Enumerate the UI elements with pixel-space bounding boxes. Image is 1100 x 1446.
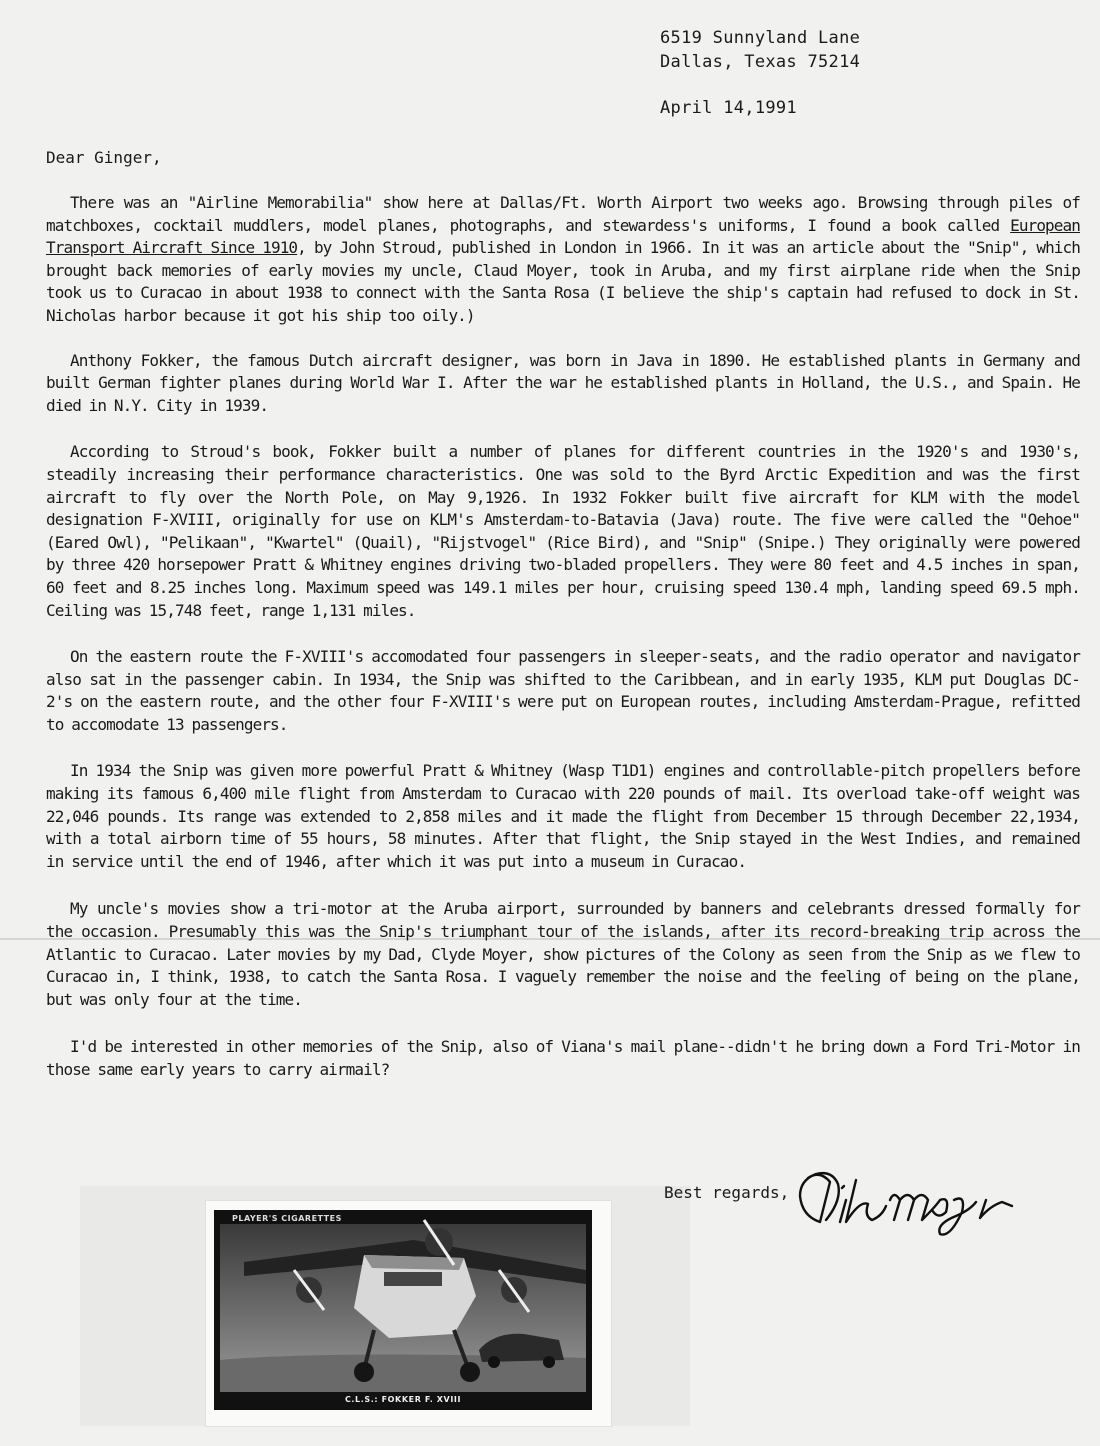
card-header: PLAYER'S CIGARETTES — [232, 1214, 342, 1223]
paragraph-7: I'd be interested in other memories of the Snip, also of Viana's mail plane--didn't he bring down a Ford Tri-Motor in those same early years to carry airmail? — [46, 1037, 1080, 1079]
handwritten-signature — [790, 1160, 1020, 1240]
paragraph-1 — [46, 192, 1080, 328]
salutation: Dear Ginger, — [46, 148, 162, 167]
paragraph-3: According to Stroud's book, Fokker built a number of planes for different countries in the 1920's and 1930's, steadily increasing their performance characteristics. One was sold to the Byrd Arctic Expedition and was the first aircraft to fly over the North Pole, on May 9,1926. In 1932 Fokker built five aircraft for KLM with the model designation F-XVIII, originally for use on KLM's Amsterdam-to-Batavia (Java) route. The five were called the "Oehoe" (Eared Owl), "Pelikaan", "Kwartel" (Quail), "Rijstvogel" (Rice Bird), and "Snip" (Snipe.) They originally were powered by three 420 horsepower Pratt & Whitney engines driving two-bladed propellers. They were 80 feet and 4.5 inches in span, 60 feet and 8.25 inches long. Maximum speed was 149.1 miles per hour, cruising speed 130.4 mph, landing speed 69.5 mph. Ceiling was 15,748 feet, range 1,131 miles. — [46, 442, 1080, 620]
paragraph-1-text-b: , by John Stroud, published in London in 1966. In it was an article about the "Snip", which brought back memories of early movies my uncle, Claud Moyer, took in Aruba, and my first airplane ride when the Snip took us to Curacao in about 1938 to connect with the Santa Rosa (I believe the ship's captain had refused to dock in St. Nicholas harbor because it got his ship too oily.) — [46, 238, 1080, 325]
cigarette-card — [214, 1210, 592, 1410]
book-title: European Transport Aircraft Since 1910 — [46, 215, 1080, 258]
letter-body — [46, 192, 1080, 1107]
fokker-plane-illustration — [214, 1210, 592, 1410]
paragraph-1-text-a: There was an "Airline Memorabilia" show here at Dallas/Ft. Worth Airport two weeks ago. Browsing through piles of matchboxes, cocktail muddlers, model planes, photographs, and stewardess's uniforms, I found a book called — [46, 193, 1080, 235]
paragraph-5: In 1934 the Snip was given more powerful Pratt & Whitney (Wasp T1D1) engines and controllable-pitch propellers before making its famous 6,400 mile flight from Amsterdam to Curacao with 220 pounds of mail. Its overload take-off weight was 22,046 pounds. Its range was extended to 2,858 miles and it made the flight from December 15 through December 22,1934, with a total airborn time of 55 hours, 58 minutes. After that flight, the Snip stayed in the West Indies, and remained in service until the end of 1946, after which it was put into a museum in Curacao. — [46, 761, 1080, 871]
address-line-1: 6519 Sunnyland Lane — [660, 28, 861, 48]
address-line-2: Dallas, Texas 75214 — [660, 52, 861, 72]
letter-date: April 14,1991 — [660, 98, 797, 118]
closing: Best regards, — [664, 1183, 790, 1202]
paragraph-2: Anthony Fokker, the famous Dutch aircraft designer, was born in Java in 1890. He established plants in Germany and built German fighter planes during World War I. After the war he established plants in Holland, the U.S., and Spain. He died in N.Y. City in 1939. — [46, 350, 1080, 415]
paragraph-6: My uncle's movies show a tri-motor at the Aruba airport, surrounded by banners and celebrants dressed formally for the occasion. Presumably this was the Snip's triumphant tour of the islands, after its record-breaking trip across the Atlantic to Curacao. Later movies by my Dad, Clyde Moyer, show pictures of the Colony as seen from the Snip as we flew to Curacao in, I think, 1938, to catch the Santa Rosa. I vaguely remember the noise and the feeling of being on the plane, but was only four at the time. — [46, 899, 1080, 1009]
card-caption: C.L.S.: FOKKER F. XVIII — [344, 1395, 462, 1404]
paragraph-4: On the eastern route the F-XVIII's accomodated four passengers in sleeper-seats, and the radio operator and navigator also sat in the passenger cabin. In 1934, the Snip was shifted to the Caribbean, and in early 1935, KLM put Douglas DC-2's on the eastern route, and the other four F-XVIII's were put on European routes, including Amsterdam-Prague, refitted to accomodate 13 passengers. — [46, 647, 1080, 734]
sender-address — [660, 26, 860, 74]
